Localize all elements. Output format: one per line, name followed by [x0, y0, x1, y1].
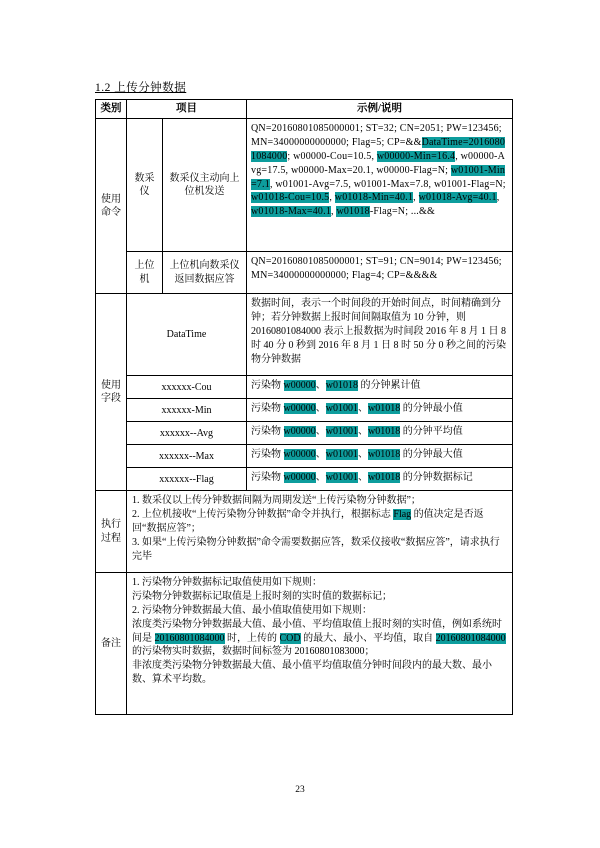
- example-text-host: QN=20160801085000001; ST=91; CN=9014; PW=123456; MN=34000000000000; Flag=4; CP=&&&&: [247, 252, 513, 294]
- category-remark: 备注: [96, 573, 127, 715]
- device-desc-host: 上位机向数采仪返回数据应答: [163, 252, 247, 294]
- table-row-remark: [96, 573, 513, 715]
- category-command: 使用命令: [96, 119, 127, 294]
- field-name-max: xxxxxx--Max: [127, 445, 247, 468]
- table-row-field-max: [96, 445, 513, 468]
- field-name-min: xxxxxx-Min: [127, 399, 247, 422]
- spec-table: [95, 99, 513, 715]
- process-text: 1. 数采仪以上传分钟数据间隔为周期发送“上传污染物分钟数据”； 2. 上位机接收“上传污染物分钟数据”命令并执行，根据标志 Flag 的值决定是否返回“数据应答”； 3. 如果“上传污染物分钟数据”命令需要数据应答，数采仪接收“数据应答”，请求执行完毕: [127, 491, 513, 573]
- table-row-process: [96, 491, 513, 573]
- field-desc-avg: 污染物 w00000、w01001、w01018 的分钟平均值: [247, 422, 513, 445]
- field-desc-cou: 污染物 w00000、w01018 的分钟累计值: [247, 376, 513, 399]
- device-label-host: 上位机: [127, 252, 163, 294]
- example-text-collector: QN=20160801085000001; ST=32; CN=2051; PW=123456; MN=34000000000000; Flag=5; CP=&&DataTime=20160801084000; w00000-Cou=10.5, w00000-Min=16.4, w00000-Avg=17.5, w00000-Max=20.1, w00000-Flag=N; w01001-Min=7.1, w01001-Avg=7.5, w01001-Max=7.8, w01001-Flag=N; w01018-Cou=10.5, w01018-Min=40.1, w01018-Avg=40.1, w01018-Max=40.1, w01018-Flag=N; ...&&: [247, 119, 513, 252]
- field-desc-datatime: 数据时间，表示一个时间段的开始时间点，时间精确到分钟；若分钟数据上报时间间隔取值为 10 分钟，则 20160801084000 表示上报数据为时间段 2016 年 8 月 1 日 8 时 40 分 0 秒到 2016 年 8 月 1 日 8 时 50 分 0 秒之间的污染物分钟数据: [247, 294, 513, 376]
- category-fields: 使用字段: [96, 294, 127, 491]
- page-number: 23: [295, 785, 305, 795]
- section-title: 1.2 上传分钟数据: [95, 82, 187, 94]
- field-name-avg: xxxxxx--Avg: [127, 422, 247, 445]
- table-row-device-send: [96, 119, 513, 252]
- device-label-collector: 数采仪: [127, 119, 163, 252]
- remark-text: 1. 污染物分钟数据标记取值使用如下规则： 污染物分钟数据标记取值是上报时刻的实时值的数据标记； 2. 污染物分钟数据最大值、最小值取值使用如下规则： 浓度类污染物分钟数据最大值、最小值、平均值取值上报时刻的实时值，例如系统时间是 20160801084000 时，上传的 COD 的最大、最小、平均值，取自 20160801084000 的污染物实时数据，数据时间标签为 20160801083000； 非浓度类污染物分钟数据最大值、最小值平均值取值分钟时间段内的最大数、最小数、算术平均数。: [127, 573, 513, 715]
- field-desc-min: 污染物 w00000、w01001、w01018 的分钟最小值: [247, 399, 513, 422]
- field-desc-max: 污染物 w00000、w01001、w01018 的分钟最大值: [247, 445, 513, 468]
- table-header-row: [96, 100, 513, 119]
- field-desc-flag: 污染物 w00000、w01001、w01018 的分钟数据标记: [247, 468, 513, 491]
- table-row-field-cou: [96, 376, 513, 399]
- category-process: 执行过程: [96, 491, 127, 573]
- field-name-cou: xxxxxx-Cou: [127, 376, 247, 399]
- table-row-field-min: [96, 399, 513, 422]
- table-row-field-avg: [96, 422, 513, 445]
- header-item: 项目: [127, 100, 247, 119]
- header-example: 示例/说明: [247, 100, 513, 119]
- field-name-flag: xxxxxx--Flag: [127, 468, 247, 491]
- header-category: 类别: [96, 100, 127, 119]
- device-desc-collector: 数采仪主动向上位机发送: [163, 119, 247, 252]
- table-row-field-datatime: [96, 294, 513, 376]
- table-row-field-flag: [96, 468, 513, 491]
- table-row-host-reply: [96, 252, 513, 294]
- field-name-datatime: DataTime: [127, 294, 247, 376]
